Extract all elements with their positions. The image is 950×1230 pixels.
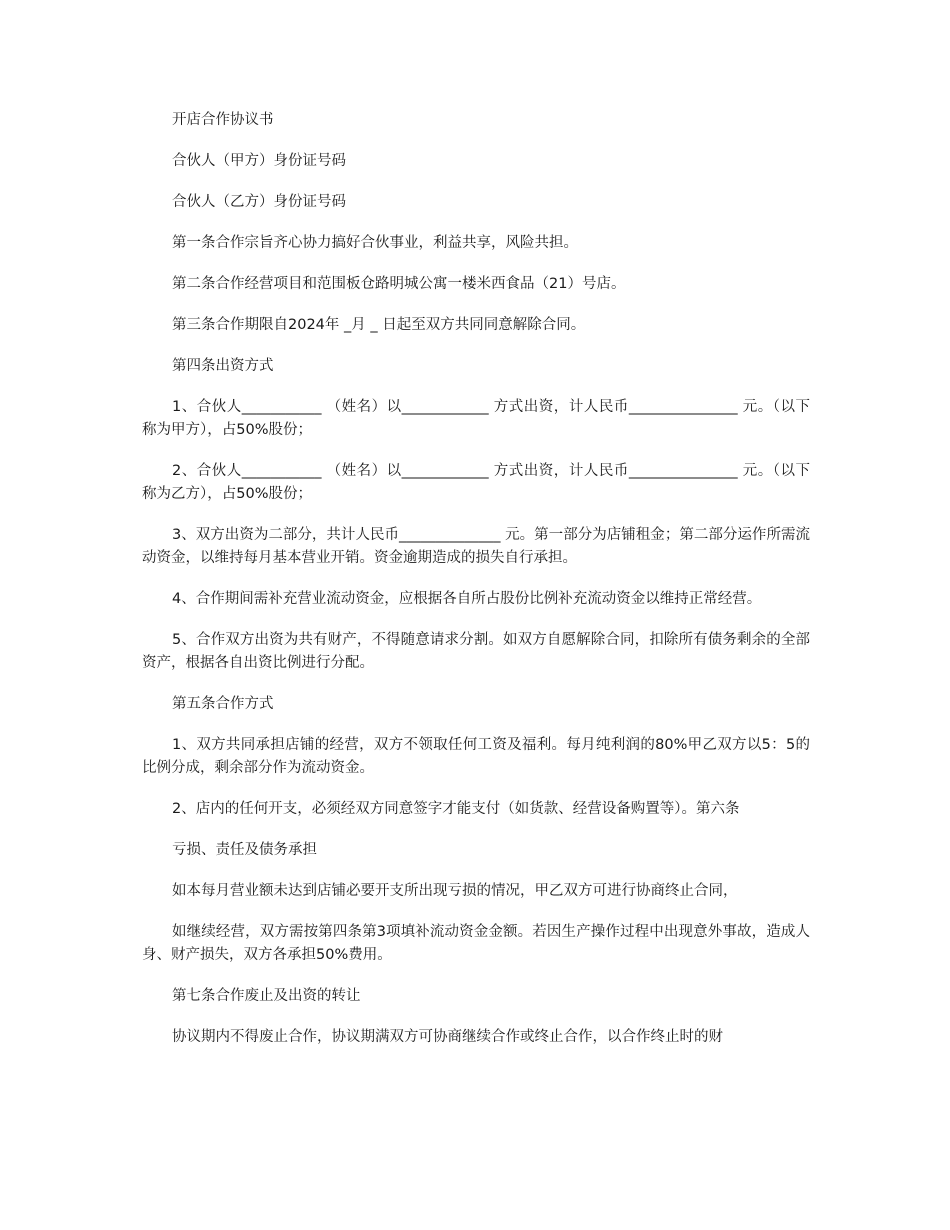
party-a-id-line: 合伙人（甲方）身份证号码 bbox=[172, 153, 346, 169]
article-4-item-5: 5、合作双方出资为共有财产，不得随意请求分割。如双方自愿解除合同，扣除所有债务剩余的全部资产，根据各自出资比例进行分配。 bbox=[142, 632, 810, 671]
article-5-item-1: 1、双方共同承担店铺的经营，双方不领取任何工资及福利。每月纯利润的80%甲乙双方以5：5的比例分成，剩余部分作为流动资金。 bbox=[142, 737, 810, 776]
article-4-heading: 第四条出资方式 bbox=[172, 358, 274, 374]
article-2: 第二条合作经营项目和范围板仓路明城公寓一楼米西食品（21）号店。 bbox=[172, 276, 626, 292]
article-1: 第一条合作宗旨齐心协力搞好合伙事业，利益共享，风险共担。 bbox=[172, 235, 578, 251]
party-b-id-line: 合伙人（乙方）身份证号码 bbox=[172, 194, 346, 210]
document-title: 开店合作协议书 bbox=[172, 112, 274, 128]
article-7-heading: 第七条合作废止及出资的转让 bbox=[172, 988, 361, 1004]
article-4-item-1: 1、合伙人___________ （姓名）以____________ 方式出资，计人民币_______________ 元。（以下称为甲方），占50%股份； bbox=[142, 399, 810, 438]
article-7-para-1: 协议期内不得废止合作，协议期满双方可协商继续合作或终止合作，以合作终止时的财 bbox=[172, 1029, 723, 1045]
article-6-para-1: 如本每月营业额未达到店铺必要开支所出现亏损的情况，甲乙双方可进行协商终止合同， bbox=[172, 883, 738, 899]
article-6-para-2: 如继续经营，双方需按第四条第3项填补流动资金金额。若因生产操作过程中出现意外事故，造成人身、财产损失，双方各承担50%费用。 bbox=[142, 924, 810, 963]
article-4-item-3: 3、双方出资为二部分，共计人民币______________ 元。第一部分为店铺租金；第二部分运作所需流动资金，以维持每月基本营业开销。资金逾期造成的损失自行承担。 bbox=[142, 527, 810, 566]
article-6-heading: 亏损、责任及债务承担 bbox=[172, 842, 317, 858]
article-4-item-4: 4、合作期间需补充营业流动资金，应根据各自所占股份比例补充流动资金以维持正常经营。 bbox=[172, 591, 762, 607]
article-5-heading: 第五条合作方式 bbox=[172, 696, 274, 712]
document-body bbox=[142, 109, 810, 1067]
article-3: 第三条合作期限自2024年 _月 _ 日起至双方共同同意解除合同。 bbox=[172, 317, 586, 333]
article-5-item-2: 2、店内的任何开支，必须经双方同意签字才能支付（如货款、经营设备购置等）。第六条 bbox=[172, 801, 740, 817]
article-4-item-2: 2、合伙人___________ （姓名）以____________ 方式出资，计人民币_______________ 元。（以下称为乙方），占50%股份； bbox=[142, 463, 810, 502]
